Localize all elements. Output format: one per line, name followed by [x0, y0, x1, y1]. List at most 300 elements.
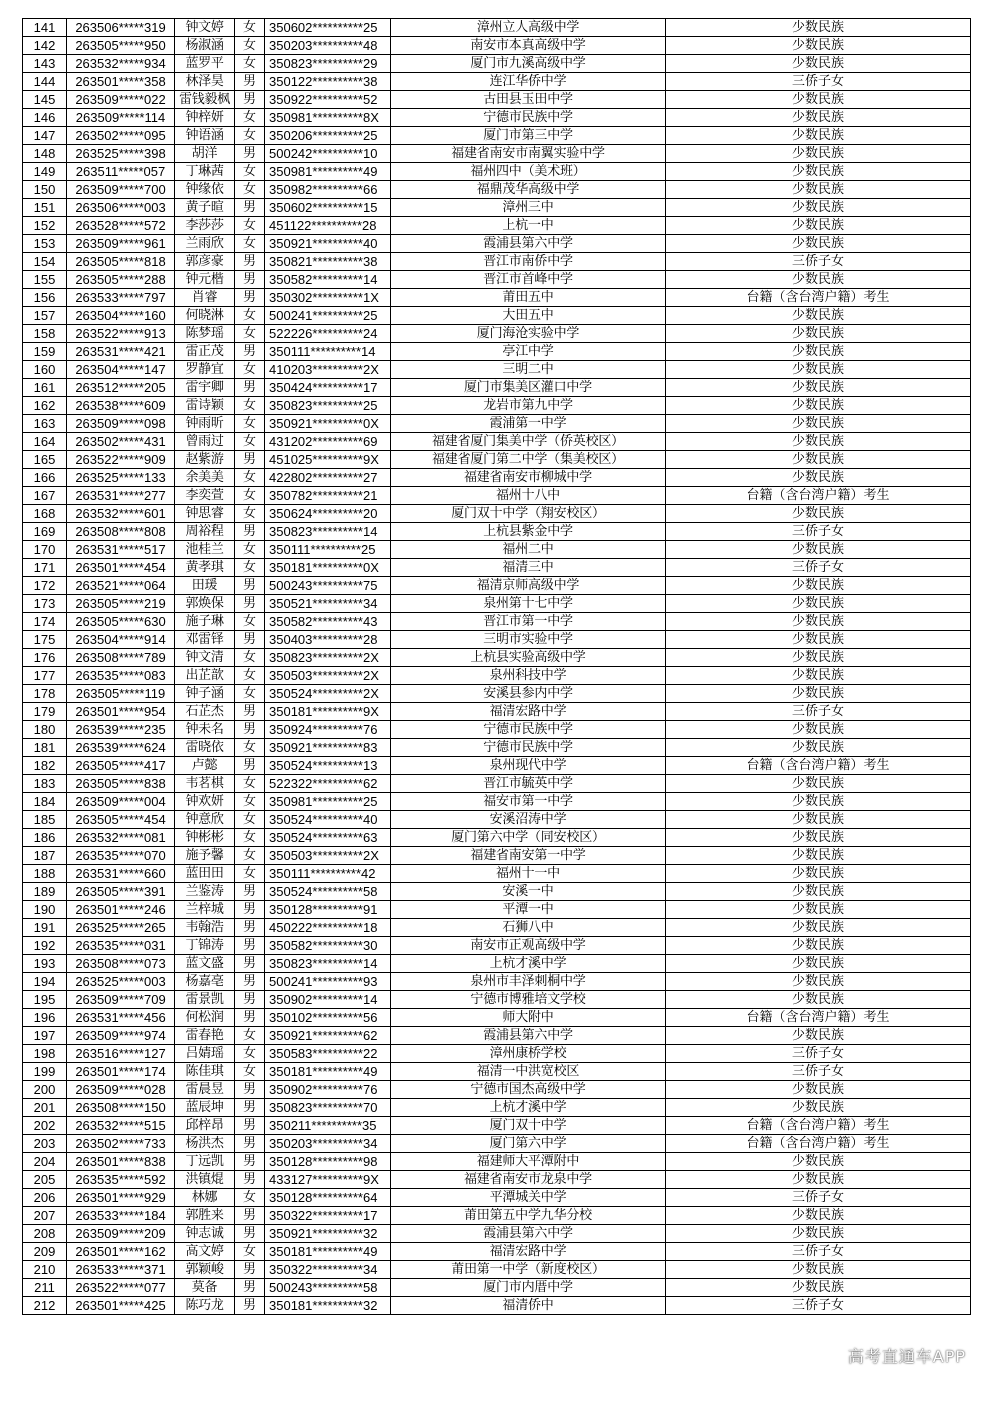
id-number-cell: 350206**********25	[265, 127, 391, 145]
gender-cell: 男	[235, 1261, 265, 1279]
category-cell: 三侨子女	[666, 1189, 971, 1207]
gender-cell: 男	[235, 289, 265, 307]
exam-number-cell: 263509*****098	[67, 415, 175, 433]
row-number-cell: 154	[23, 253, 67, 271]
student-name-cell: 石芷杰	[175, 703, 235, 721]
id-number-cell: 350981**********49	[265, 163, 391, 181]
exam-number-cell: 263535*****070	[67, 847, 175, 865]
row-number-cell: 156	[23, 289, 67, 307]
category-cell: 三侨子女	[666, 1297, 971, 1315]
category-cell: 台籍（含台湾户籍）考生	[666, 289, 971, 307]
row-number-cell: 167	[23, 487, 67, 505]
table-row	[23, 1099, 971, 1117]
student-name-cell: 何晓淋	[175, 307, 235, 325]
student-name-cell: 郭焕保	[175, 595, 235, 613]
school-name-cell: 福清一中洪宽校区	[391, 1063, 666, 1081]
student-name-cell: 郭胜来	[175, 1207, 235, 1225]
table-row	[23, 955, 971, 973]
exam-number-cell: 263502*****431	[67, 433, 175, 451]
category-cell: 少数民族	[666, 1027, 971, 1045]
id-number-cell: 350322**********34	[265, 1261, 391, 1279]
row-number-cell: 186	[23, 829, 67, 847]
exam-number-cell: 263525*****398	[67, 145, 175, 163]
exam-number-cell: 263509*****114	[67, 109, 175, 127]
category-cell: 少数民族	[666, 505, 971, 523]
table-row	[23, 19, 971, 37]
category-cell: 少数民族	[666, 847, 971, 865]
student-name-cell: 钟思睿	[175, 505, 235, 523]
student-name-cell: 胡洋	[175, 145, 235, 163]
gender-cell: 女	[235, 559, 265, 577]
id-number-cell: 450222**********18	[265, 919, 391, 937]
exam-number-cell: 263508*****789	[67, 649, 175, 667]
category-cell: 少数民族	[666, 1261, 971, 1279]
id-number-cell: 350102**********56	[265, 1009, 391, 1027]
table-row	[23, 811, 971, 829]
category-cell: 少数民族	[666, 1171, 971, 1189]
category-cell: 少数民族	[666, 919, 971, 937]
table-row	[23, 649, 971, 667]
gender-cell: 男	[235, 757, 265, 775]
student-name-cell: 兰梓城	[175, 901, 235, 919]
exam-number-cell: 263501*****425	[67, 1297, 175, 1315]
table-row	[23, 415, 971, 433]
gender-cell: 男	[235, 1171, 265, 1189]
exam-number-cell: 263502*****733	[67, 1135, 175, 1153]
gender-cell: 女	[235, 109, 265, 127]
row-number-cell: 165	[23, 451, 67, 469]
table-row	[23, 865, 971, 883]
category-cell: 少数民族	[666, 181, 971, 199]
id-number-cell: 350823**********2X	[265, 649, 391, 667]
school-name-cell: 安溪一中	[391, 883, 666, 901]
school-name-cell: 福清宏路中学	[391, 1243, 666, 1261]
id-number-cell: 350111**********42	[265, 865, 391, 883]
exam-number-cell: 263525*****265	[67, 919, 175, 937]
category-cell: 少数民族	[666, 991, 971, 1009]
exam-number-cell: 263501*****246	[67, 901, 175, 919]
exam-number-cell: 263531*****517	[67, 541, 175, 559]
school-name-cell: 南安市正观高级中学	[391, 937, 666, 955]
row-number-cell: 147	[23, 127, 67, 145]
exam-number-cell: 263501*****954	[67, 703, 175, 721]
id-number-cell: 522322**********62	[265, 775, 391, 793]
id-number-cell: 350181**********0X	[265, 559, 391, 577]
exam-number-cell: 263535*****031	[67, 937, 175, 955]
school-name-cell: 龙岩市第九中学	[391, 397, 666, 415]
category-cell: 少数民族	[666, 1153, 971, 1171]
gender-cell: 男	[235, 973, 265, 991]
exam-number-cell: 263505*****950	[67, 37, 175, 55]
id-number-cell: 350821**********38	[265, 253, 391, 271]
gender-cell: 女	[235, 847, 265, 865]
table-row	[23, 739, 971, 757]
id-number-cell: 350924**********76	[265, 721, 391, 739]
gender-cell: 女	[235, 865, 265, 883]
school-name-cell: 晋江市第一中学	[391, 613, 666, 631]
table-row	[23, 271, 971, 289]
table-row	[23, 541, 971, 559]
exam-number-cell: 263501*****838	[67, 1153, 175, 1171]
id-number-cell: 350203**********34	[265, 1135, 391, 1153]
student-name-cell: 钟语涵	[175, 127, 235, 145]
school-name-cell: 泉州科技中学	[391, 667, 666, 685]
table-row	[23, 1117, 971, 1135]
gender-cell: 男	[235, 343, 265, 361]
row-number-cell: 202	[23, 1117, 67, 1135]
gender-cell: 女	[235, 613, 265, 631]
id-number-cell: 350823**********70	[265, 1099, 391, 1117]
row-number-cell: 199	[23, 1063, 67, 1081]
school-name-cell: 大田五中	[391, 307, 666, 325]
gender-cell: 女	[235, 181, 265, 199]
table-row	[23, 613, 971, 631]
category-cell: 台籍（含台湾户籍）考生	[666, 487, 971, 505]
exam-number-cell: 263531*****660	[67, 865, 175, 883]
row-number-cell: 158	[23, 325, 67, 343]
student-name-cell: 邓雷铎	[175, 631, 235, 649]
row-number-cell: 194	[23, 973, 67, 991]
id-number-cell: 350503**********2X	[265, 667, 391, 685]
id-number-cell: 350823**********25	[265, 397, 391, 415]
category-cell: 少数民族	[666, 1279, 971, 1297]
gender-cell: 男	[235, 523, 265, 541]
student-name-cell: 吕婧瑶	[175, 1045, 235, 1063]
table-row	[23, 1135, 971, 1153]
category-cell: 少数民族	[666, 901, 971, 919]
table-row	[23, 199, 971, 217]
student-name-cell: 池桂兰	[175, 541, 235, 559]
row-number-cell: 148	[23, 145, 67, 163]
category-cell: 少数民族	[666, 19, 971, 37]
table-row	[23, 325, 971, 343]
exam-number-cell: 263505*****417	[67, 757, 175, 775]
gender-cell: 女	[235, 505, 265, 523]
gender-cell: 女	[235, 541, 265, 559]
category-cell: 三侨子女	[666, 73, 971, 91]
table-row	[23, 397, 971, 415]
row-number-cell: 164	[23, 433, 67, 451]
table-row	[23, 919, 971, 937]
gender-cell: 女	[235, 235, 265, 253]
school-name-cell: 莆田第一中学（新度校区）	[391, 1261, 666, 1279]
table-row	[23, 109, 971, 127]
table-row	[23, 793, 971, 811]
gender-cell: 女	[235, 1189, 265, 1207]
exam-number-cell: 263509*****209	[67, 1225, 175, 1243]
category-cell: 少数民族	[666, 379, 971, 397]
id-number-cell: 350823**********14	[265, 523, 391, 541]
exam-number-cell: 263512*****205	[67, 379, 175, 397]
school-name-cell: 宁德市民族中学	[391, 739, 666, 757]
school-name-cell: 福州二中	[391, 541, 666, 559]
student-name-cell: 黄孝琪	[175, 559, 235, 577]
row-number-cell: 196	[23, 1009, 67, 1027]
id-number-cell: 350211**********35	[265, 1117, 391, 1135]
gender-cell: 女	[235, 217, 265, 235]
student-name-cell: 出芷歆	[175, 667, 235, 685]
exam-number-cell: 263533*****371	[67, 1261, 175, 1279]
row-number-cell: 159	[23, 343, 67, 361]
student-name-cell: 陈梦瑶	[175, 325, 235, 343]
row-number-cell: 193	[23, 955, 67, 973]
id-number-cell: 350302**********1X	[265, 289, 391, 307]
row-number-cell: 150	[23, 181, 67, 199]
student-name-cell: 兰雨欣	[175, 235, 235, 253]
table-row	[23, 595, 971, 613]
id-number-cell: 350921**********40	[265, 235, 391, 253]
table-row	[23, 1225, 971, 1243]
table-row	[23, 1207, 971, 1225]
table-row	[23, 1027, 971, 1045]
table-row	[23, 73, 971, 91]
exam-number-cell: 263504*****914	[67, 631, 175, 649]
student-name-cell: 钟文婷	[175, 19, 235, 37]
school-name-cell: 宁德市博雅培文学校	[391, 991, 666, 1009]
category-cell: 少数民族	[666, 649, 971, 667]
student-name-cell: 李莎莎	[175, 217, 235, 235]
table-row	[23, 973, 971, 991]
id-number-cell: 350424**********17	[265, 379, 391, 397]
exam-number-cell: 263511*****057	[67, 163, 175, 181]
gender-cell: 男	[235, 631, 265, 649]
id-number-cell: 522226**********24	[265, 325, 391, 343]
gender-cell: 男	[235, 703, 265, 721]
id-number-cell: 350602**********15	[265, 199, 391, 217]
student-name-cell: 丁琳茜	[175, 163, 235, 181]
table-row	[23, 559, 971, 577]
exam-number-cell: 263532*****934	[67, 55, 175, 73]
row-number-cell: 198	[23, 1045, 67, 1063]
gender-cell: 男	[235, 1153, 265, 1171]
gender-cell: 男	[235, 991, 265, 1009]
category-cell: 少数民族	[666, 307, 971, 325]
exam-number-cell: 263522*****913	[67, 325, 175, 343]
id-number-cell: 350902**********14	[265, 991, 391, 1009]
category-cell: 少数民族	[666, 235, 971, 253]
exam-number-cell: 263531*****277	[67, 487, 175, 505]
table-row	[23, 145, 971, 163]
school-name-cell: 平潭一中	[391, 901, 666, 919]
table-body	[23, 19, 971, 1315]
id-number-cell: 350921**********0X	[265, 415, 391, 433]
student-name-cell: 钟彬彬	[175, 829, 235, 847]
category-cell: 少数民族	[666, 217, 971, 235]
row-number-cell: 176	[23, 649, 67, 667]
student-name-cell: 林泽昊	[175, 73, 235, 91]
gender-cell: 女	[235, 19, 265, 37]
exam-number-cell: 263522*****909	[67, 451, 175, 469]
table-row	[23, 433, 971, 451]
school-name-cell: 上杭才溪中学	[391, 1099, 666, 1117]
student-name-cell: 陈佳琪	[175, 1063, 235, 1081]
gender-cell: 女	[235, 55, 265, 73]
id-number-cell: 350181**********49	[265, 1063, 391, 1081]
gender-cell: 女	[235, 685, 265, 703]
table-row	[23, 451, 971, 469]
table-row	[23, 487, 971, 505]
category-cell: 三侨子女	[666, 1063, 971, 1081]
exam-number-cell: 263505*****630	[67, 613, 175, 631]
student-name-cell: 郭颖峻	[175, 1261, 235, 1279]
id-number-cell: 350524**********13	[265, 757, 391, 775]
row-number-cell: 169	[23, 523, 67, 541]
school-name-cell: 泉州第十七中学	[391, 595, 666, 613]
table-row	[23, 361, 971, 379]
student-name-cell: 莫备	[175, 1279, 235, 1297]
row-number-cell: 205	[23, 1171, 67, 1189]
student-name-cell: 钟子涵	[175, 685, 235, 703]
student-name-cell: 卢懿	[175, 757, 235, 775]
row-number-cell: 177	[23, 667, 67, 685]
student-name-cell: 田瑗	[175, 577, 235, 595]
id-number-cell: 350902**********76	[265, 1081, 391, 1099]
row-number-cell: 157	[23, 307, 67, 325]
id-number-cell: 410203**********2X	[265, 361, 391, 379]
exam-number-cell: 263501*****454	[67, 559, 175, 577]
category-cell: 少数民族	[666, 613, 971, 631]
school-name-cell: 上杭才溪中学	[391, 955, 666, 973]
exam-number-cell: 263509*****022	[67, 91, 175, 109]
category-cell: 少数民族	[666, 937, 971, 955]
student-name-cell: 赵紫游	[175, 451, 235, 469]
gender-cell: 男	[235, 379, 265, 397]
school-name-cell: 厦门第六中学（同安校区）	[391, 829, 666, 847]
category-cell: 三侨子女	[666, 559, 971, 577]
exam-number-cell: 263533*****797	[67, 289, 175, 307]
gender-cell: 女	[235, 163, 265, 181]
student-name-cell: 李奕萱	[175, 487, 235, 505]
row-number-cell: 204	[23, 1153, 67, 1171]
gender-cell: 男	[235, 1081, 265, 1099]
exam-number-cell: 263525*****003	[67, 973, 175, 991]
category-cell: 少数民族	[666, 37, 971, 55]
id-number-cell: 451122**********28	[265, 217, 391, 235]
row-number-cell: 153	[23, 235, 67, 253]
row-number-cell: 145	[23, 91, 67, 109]
exam-number-cell: 263506*****319	[67, 19, 175, 37]
student-name-cell: 雷晨昱	[175, 1081, 235, 1099]
student-name-cell: 韦翰浩	[175, 919, 235, 937]
category-cell: 少数民族	[666, 721, 971, 739]
table-row	[23, 667, 971, 685]
row-number-cell: 185	[23, 811, 67, 829]
student-name-cell: 钟欢妍	[175, 793, 235, 811]
exam-number-cell: 263509*****004	[67, 793, 175, 811]
school-name-cell: 连江华侨中学	[391, 73, 666, 91]
gender-cell: 男	[235, 73, 265, 91]
student-name-cell: 罗静宜	[175, 361, 235, 379]
exam-number-cell: 263501*****929	[67, 1189, 175, 1207]
table-row	[23, 1279, 971, 1297]
category-cell: 少数民族	[666, 883, 971, 901]
student-name-cell: 丁远凯	[175, 1153, 235, 1171]
exam-number-cell: 263509*****700	[67, 181, 175, 199]
category-cell: 少数民族	[666, 433, 971, 451]
row-number-cell: 171	[23, 559, 67, 577]
gender-cell: 男	[235, 1099, 265, 1117]
table-row	[23, 703, 971, 721]
exam-number-cell: 263508*****150	[67, 1099, 175, 1117]
school-name-cell: 泉州市丰泽刺桐中学	[391, 973, 666, 991]
school-name-cell: 福建省厦门第二中学（集美校区）	[391, 451, 666, 469]
row-number-cell: 161	[23, 379, 67, 397]
table-row	[23, 631, 971, 649]
student-name-cell: 雷景凯	[175, 991, 235, 1009]
school-name-cell: 南安市本真高级中学	[391, 37, 666, 55]
school-name-cell: 上杭县紫金中学	[391, 523, 666, 541]
category-cell: 三侨子女	[666, 1045, 971, 1063]
id-number-cell: 500241**********25	[265, 307, 391, 325]
gender-cell: 女	[235, 433, 265, 451]
id-number-cell: 350782**********21	[265, 487, 391, 505]
student-name-cell: 丁锦涛	[175, 937, 235, 955]
gender-cell: 男	[235, 919, 265, 937]
school-name-cell: 安溪沼涛中学	[391, 811, 666, 829]
exam-number-cell: 263509*****974	[67, 1027, 175, 1045]
gender-cell: 女	[235, 37, 265, 55]
school-name-cell: 石狮八中	[391, 919, 666, 937]
gender-cell: 男	[235, 577, 265, 595]
table-row	[23, 775, 971, 793]
gender-cell: 女	[235, 127, 265, 145]
row-number-cell: 210	[23, 1261, 67, 1279]
exam-number-cell: 263531*****456	[67, 1009, 175, 1027]
exam-number-cell: 263505*****219	[67, 595, 175, 613]
exam-number-cell: 263532*****515	[67, 1117, 175, 1135]
id-number-cell: 433127**********9X	[265, 1171, 391, 1189]
row-number-cell: 141	[23, 19, 67, 37]
row-number-cell: 155	[23, 271, 67, 289]
table-row	[23, 37, 971, 55]
row-number-cell: 170	[23, 541, 67, 559]
gender-cell: 男	[235, 199, 265, 217]
table-row	[23, 1243, 971, 1261]
school-name-cell: 福州十八中	[391, 487, 666, 505]
id-number-cell: 350602**********25	[265, 19, 391, 37]
row-number-cell: 208	[23, 1225, 67, 1243]
category-cell: 少数民族	[666, 1225, 971, 1243]
school-name-cell: 莆田第五中学九华分校	[391, 1207, 666, 1225]
school-name-cell: 厦门第六中学	[391, 1135, 666, 1153]
exam-number-cell: 263508*****073	[67, 955, 175, 973]
id-number-cell: 350128**********64	[265, 1189, 391, 1207]
school-name-cell: 福建省南安市南翼实验中学	[391, 145, 666, 163]
student-name-cell: 钟雨昕	[175, 415, 235, 433]
id-number-cell: 350524**********63	[265, 829, 391, 847]
table-row	[23, 1171, 971, 1189]
student-name-cell: 雷晓依	[175, 739, 235, 757]
category-cell: 少数民族	[666, 91, 971, 109]
table-row	[23, 253, 971, 271]
gender-cell: 女	[235, 829, 265, 847]
id-number-cell: 350181**********32	[265, 1297, 391, 1315]
student-name-cell: 雷春艳	[175, 1027, 235, 1045]
school-name-cell: 莆田五中	[391, 289, 666, 307]
school-name-cell: 三明市实验中学	[391, 631, 666, 649]
school-name-cell: 霞浦县第六中学	[391, 235, 666, 253]
category-cell: 少数民族	[666, 595, 971, 613]
watermark-text: 高考直通车APP	[847, 1347, 966, 1366]
school-name-cell: 福州十一中	[391, 865, 666, 883]
id-number-cell: 350524**********40	[265, 811, 391, 829]
category-cell: 台籍（含台湾户籍）考生	[666, 757, 971, 775]
exam-number-cell: 263532*****601	[67, 505, 175, 523]
gender-cell: 男	[235, 1207, 265, 1225]
row-number-cell: 203	[23, 1135, 67, 1153]
category-cell: 少数民族	[666, 145, 971, 163]
student-name-cell: 陈巧龙	[175, 1297, 235, 1315]
